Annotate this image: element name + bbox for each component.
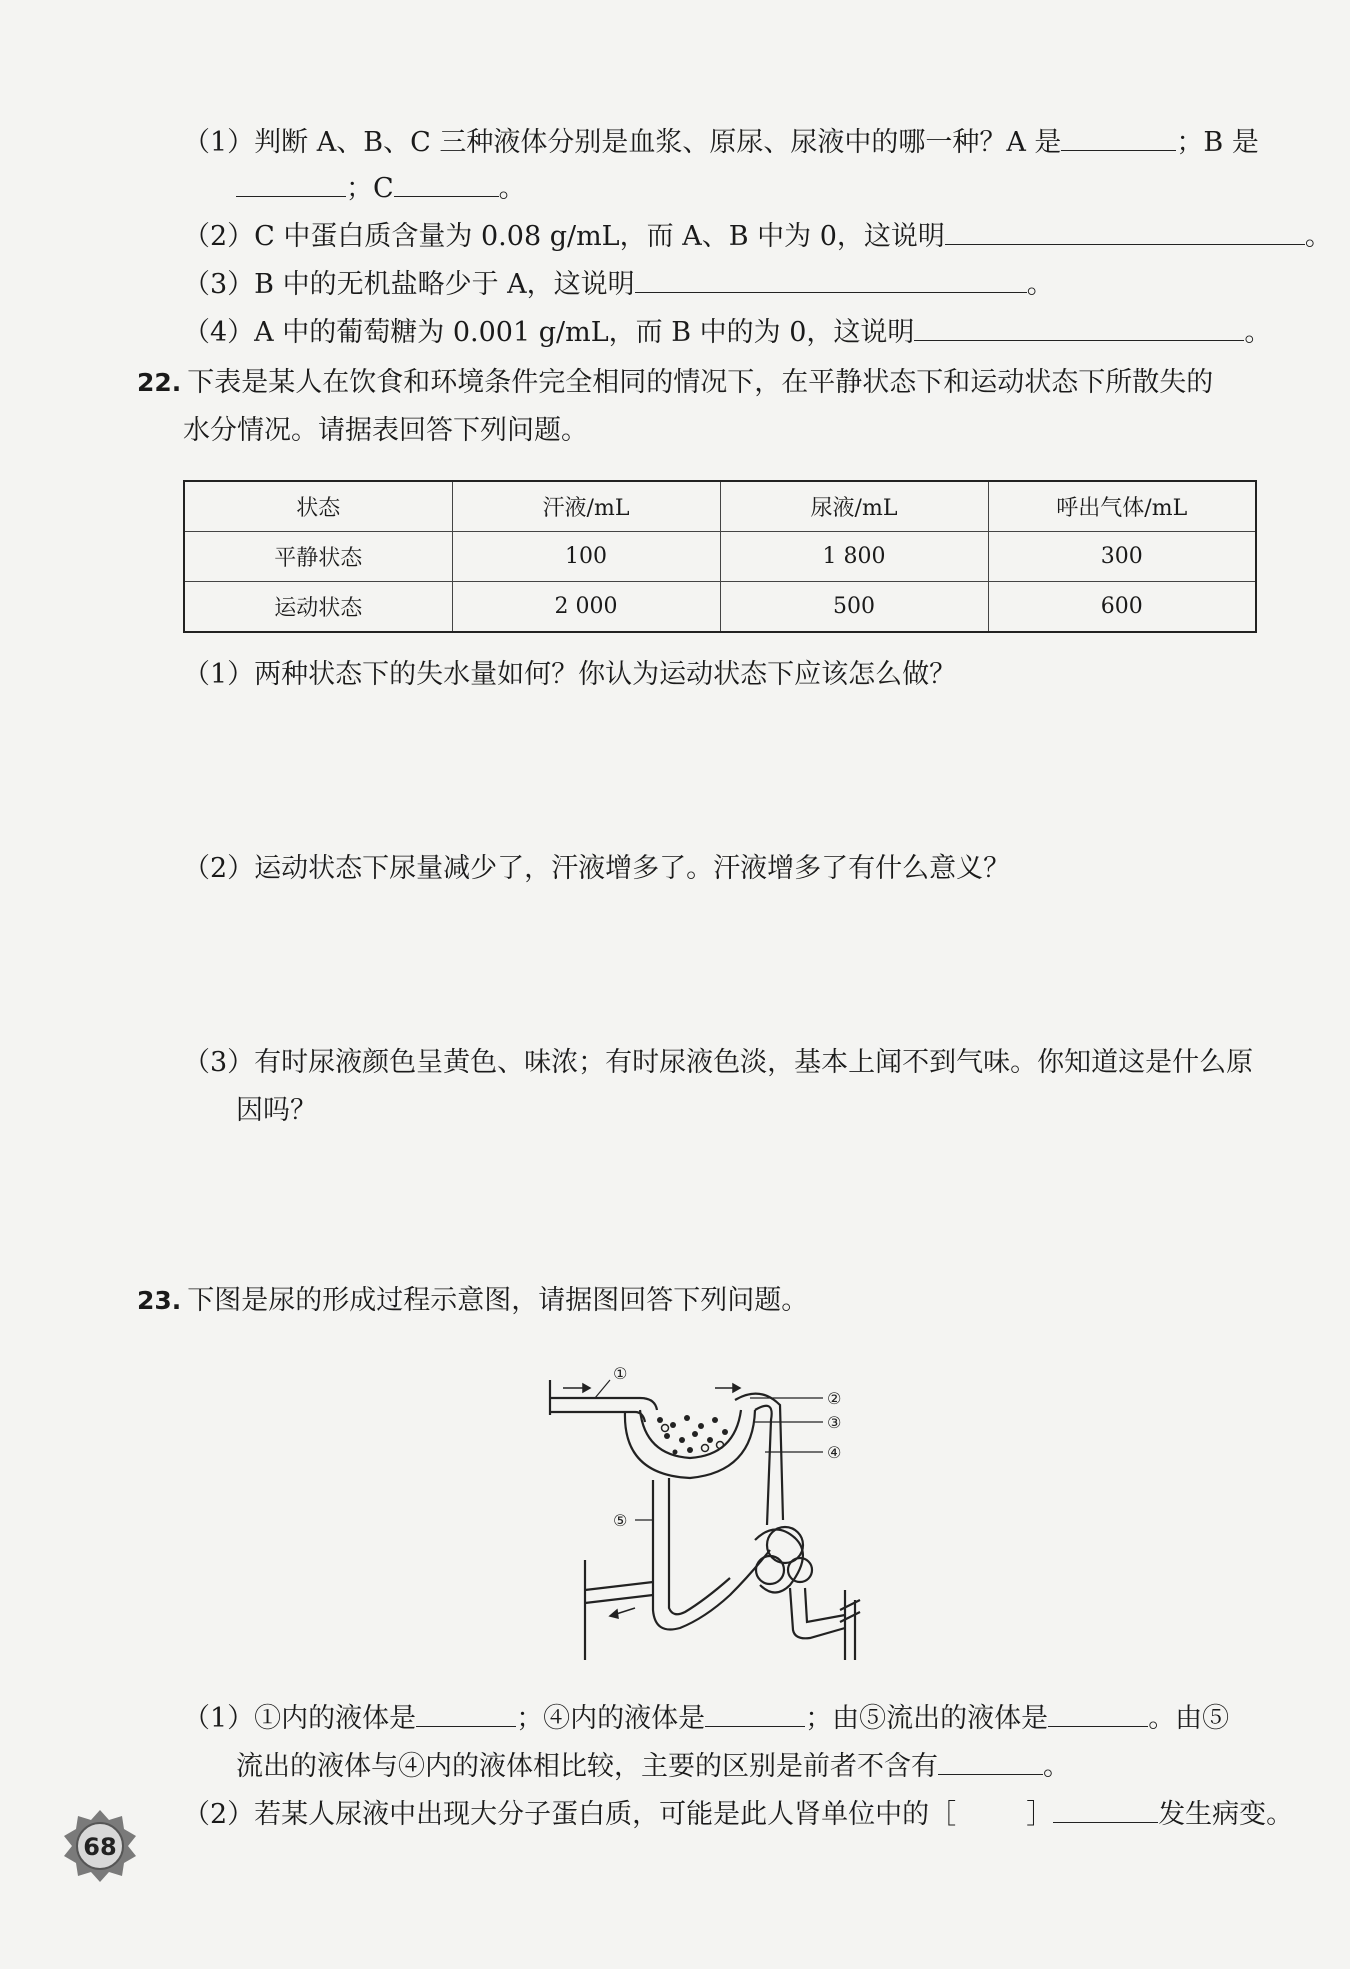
q22-sub3-line1 <box>183 1046 1253 1080</box>
answer-blank-b[interactable] <box>236 170 346 197</box>
answer-blank-c[interactable] <box>394 170 499 197</box>
answer-blank-a[interactable] <box>1061 124 1176 151</box>
nephron-diagram <box>545 1360 895 1660</box>
q22-sub1 <box>183 658 956 692</box>
q21-part1-line2 <box>236 170 526 206</box>
q23-sub1-text-a: （1）①内的液体是 <box>183 1703 417 1734</box>
table-header: 状态 <box>184 481 452 532</box>
answer-blank-part3[interactable] <box>635 266 1027 293</box>
table-cell: 平静状态 <box>184 532 452 582</box>
question-number: 23. <box>137 1286 182 1315</box>
q23-sub1-text-b: ；④内的液体是 <box>516 1703 706 1734</box>
q23-sub1-text-d: 。由⑤ <box>1148 1703 1230 1734</box>
table-cell: 500 <box>720 582 988 633</box>
table-cell: 运动状态 <box>184 582 452 633</box>
table-cell: 600 <box>988 582 1256 633</box>
answer-blank-4[interactable] <box>705 1700 805 1727</box>
q21-part1-line1 <box>183 124 1259 160</box>
water-loss-table <box>183 480 1257 633</box>
table-row <box>184 532 1256 582</box>
label-4: ④ <box>827 1443 842 1462</box>
q23-sub1-line1 <box>183 1700 1229 1736</box>
q21-part1-text-a: （1）判断 A、B、C 三种液体分别是血浆、原尿、尿液中的哪一种？A 是 <box>183 127 1062 158</box>
q21-part2-text: （2）C 中蛋白质含量为 0.08 g/mL，而 A、B 中为 0，这说明 <box>183 221 945 252</box>
q23-sub1-text-e: 流出的液体与④内的液体相比较，主要的区别是前者不含有 <box>236 1751 938 1782</box>
table-cell: 1 800 <box>720 532 988 582</box>
q23-stem <box>137 1284 808 1318</box>
q23-stem-text: 下图是尿的形成过程示意图，请据图回答下列问题。 <box>187 1285 809 1316</box>
q22-sub3-text: （3）有时尿液颜色呈黄色、味浓；有时尿液色淡，基本上闻不到气味。你知道这是什么原 <box>183 1047 1254 1078</box>
punct: 。 <box>1026 269 1054 300</box>
label-5: ⑤ <box>613 1511 628 1530</box>
table-header: 呼出气体/mL <box>988 481 1256 532</box>
table-cell: 100 <box>452 532 720 582</box>
q21-part2 <box>183 218 1332 254</box>
q21-part1-text-b: ；B 是 <box>1176 127 1259 158</box>
q23-sub1-text-c: ；由⑤流出的液体是 <box>805 1703 1049 1734</box>
answer-blank-1[interactable] <box>416 1700 516 1727</box>
label-2: ② <box>827 1389 842 1408</box>
q22-stem-text-2: 水分情况。请据表回答下列问题。 <box>183 415 588 446</box>
answer-blank-structure[interactable] <box>1053 1796 1158 1823</box>
q21-part3-text: （3）B 中的无机盐略少于 A，这说明 <box>183 269 635 300</box>
q22-sub2-text: （2）运动状态下尿量减少了，汗液增多了。汗液增多了有什么意义？ <box>183 853 1011 884</box>
q21-part4-text: （4）A 中的葡萄糖为 0.001 g/mL，而 B 中的为 0，这说明 <box>183 317 915 348</box>
q23-sub1-line2 <box>236 1748 1070 1784</box>
q22-stem-line1 <box>137 366 1213 400</box>
q22-stem-text: 下表是某人在饮食和环境条件完全相同的情况下，在平静状态下和运动状态下所散失的 <box>187 367 1214 398</box>
table-cell: 300 <box>988 532 1256 582</box>
q22-sub3-text-2: 因吗？ <box>236 1095 317 1126</box>
punct: 。 <box>1043 1751 1070 1782</box>
label-3: ③ <box>827 1413 842 1432</box>
page-number: 68 <box>83 1833 117 1861</box>
answer-blank-part2[interactable] <box>945 218 1305 245</box>
question-number: 22. <box>137 368 182 397</box>
q23-sub2-text-end: 发生病变。 <box>1158 1799 1294 1830</box>
q22-sub1-text: （1）两种状态下的失水量如何？你认为运动状态下应该怎么做？ <box>183 659 957 690</box>
q21-part4 <box>183 314 1271 350</box>
table-row <box>184 582 1256 633</box>
q23-sub2 <box>183 1796 1293 1832</box>
table-cell: 2 000 <box>452 582 720 633</box>
punct: 。 <box>1304 221 1332 252</box>
q22-stem-line2 <box>183 414 588 448</box>
table-header: 尿液/mL <box>720 481 988 532</box>
page-number-badge <box>62 1808 138 1884</box>
q23-sub2-text-b: ］ <box>1026 1799 1054 1830</box>
q22-sub3-line2 <box>236 1094 317 1128</box>
table-header-row <box>184 481 1256 532</box>
answer-blank-difference[interactable] <box>938 1748 1043 1775</box>
punct: 。 <box>1244 317 1272 348</box>
label-1: ① <box>613 1364 628 1383</box>
answer-blank-part4[interactable] <box>914 314 1244 341</box>
answer-blank-5[interactable] <box>1048 1700 1148 1727</box>
q22-sub2 <box>183 852 1010 886</box>
q21-part3 <box>183 266 1054 302</box>
table-header: 汗液/mL <box>452 481 720 532</box>
q23-sub2-text-a: （2）若某人尿液中出现大分子蛋白质，可能是此人肾单位中的［ <box>183 1799 957 1830</box>
q21-part1-text-c: ；C <box>346 173 394 204</box>
punct: 。 <box>498 173 526 204</box>
